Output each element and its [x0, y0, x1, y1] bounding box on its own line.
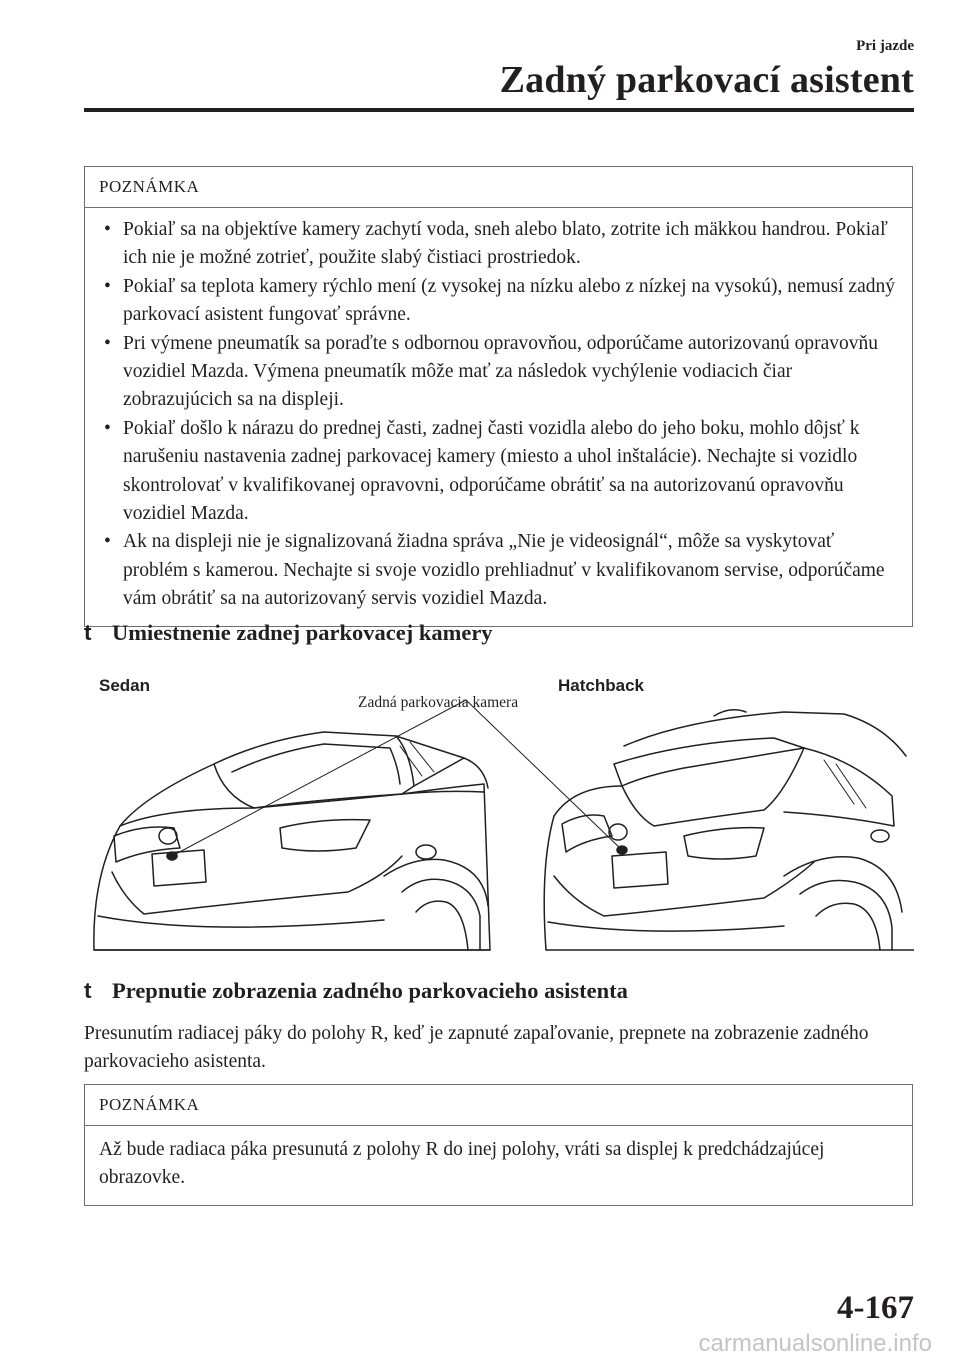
note-item: • Pri výmene pneumatík sa poraďte s odbornou opravovňou, odporúčame autorizovanú opravovňu vozidiel Mazda. Výmena pneumatík môže mať za následok vychýlenie vodiacich čiar zobrazujúcich sa na displeji. — [99, 330, 898, 415]
note-box-2 — [84, 1084, 913, 1206]
running-header-section: Pri jazde — [856, 38, 914, 54]
sedan-camera-lens — [167, 852, 177, 860]
callout-leader-sedan — [172, 700, 466, 856]
section-title: Prepnutie zobrazenia zadného parkovacieho asistenta — [112, 978, 628, 1003]
note-item: • Ak na displeji nie je signalizovaná žiadna správa „Nie je videosignál“, môže sa vyskytovať problém s kamerou. Nechajte si svoje vozidlo prehliadnuť v kvalifikovanom servise, odporúčame vám obrátiť sa na autorizovaný servis vozidiel Mazda. — [99, 528, 898, 613]
callout-leader-hatchback — [466, 700, 622, 850]
note-item: • Pokiaľ sa na objektíve kamery zachytí voda, sneh alebo blato, zotrite ich mäkkou handrou. Pokiaľ ich nie je možné zotrieť, použite slabý čistiaci prostriedok. — [99, 216, 898, 273]
section-heading-display-switch — [84, 978, 628, 1004]
note-body — [85, 208, 912, 626]
figure-callout-camera: Zadná parkovacia kamera — [358, 694, 519, 711]
section-heading-camera-location — [84, 620, 493, 646]
hatchback-illustration — [544, 710, 914, 950]
running-header-title: Zadný parkovací asistent — [499, 59, 914, 101]
header-rule — [84, 108, 914, 112]
note-item: • Pokiaľ došlo k nárazu do prednej časti, zadnej časti vozidla alebo do jeho boku, mohlo dôjsť k narušeniu nastavenia zadnej parkovacej kamery (miesto a uhol inštalácie). Nechajte si vozidlo skontrolovať v kvalifikovanej opravovni, odporúčame obrátiť sa na autorizovanú opravovňu vozidiel Mazda. — [99, 415, 898, 529]
sedan-illustration — [94, 732, 490, 950]
watermark: carmanualsonline.info — [698, 1330, 932, 1357]
note-box-1 — [84, 166, 913, 627]
note-heading: POZNÁMKA — [85, 167, 912, 208]
figure-label-hatchback: Hatchback — [558, 676, 644, 695]
section-paragraph: Presunutím radiacej páky do polohy R, keď je zapnuté zapaľovanie, prepnete na zobrazenie zadného parkovacieho asistenta. — [84, 1023, 869, 1073]
note-item: • Pokiaľ sa teplota kamery rýchlo mení (z vysokej na nízku alebo z nízkej na vysokú), nemusí zadný parkovací asistent fungovať správne. — [99, 273, 898, 330]
section-marker: t — [84, 620, 92, 645]
note-list — [99, 216, 898, 614]
figure-label-sedan: Sedan — [99, 676, 151, 695]
section-marker: t — [84, 978, 92, 1003]
note-text: Až bude radiaca páka presunutá z polohy R do inej polohy, vráti sa displej k predchádzajúcej obrazovke. — [99, 1139, 825, 1189]
note-heading: POZNÁMKA — [85, 1085, 912, 1126]
section-title: Umiestnenie zadnej parkovacej kamery — [112, 620, 493, 645]
car-rear-illustration — [84, 676, 914, 956]
page-number: 4-167 — [837, 1290, 914, 1326]
hatchback-camera-lens — [617, 846, 627, 854]
